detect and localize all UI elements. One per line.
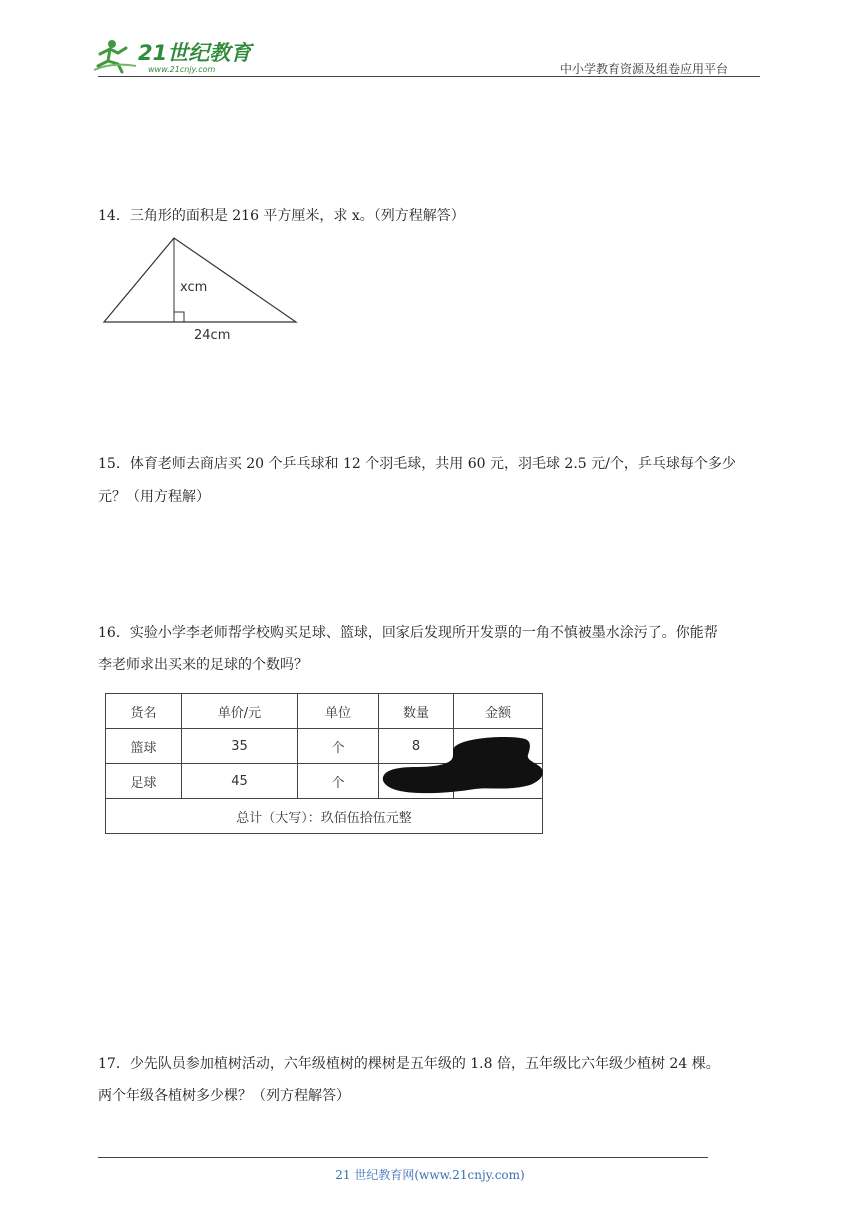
base-label: 24cm (194, 328, 231, 343)
question-16-line2: 李老师求出买来的足球的个数吗？ (98, 657, 308, 673)
header-platform-text: 中小学教育资源及组卷应用平台 (560, 62, 729, 76)
header-cell-quantity: 数量 (379, 694, 454, 729)
question-14-text: 14．三角形的面积是 216 平方厘米，求 x。（列方程解答） (98, 208, 465, 224)
invoice-total-row (106, 799, 543, 834)
site-logo (92, 36, 267, 76)
question-17-line2: 两个年级各植树多少棵？（列方程解答） (98, 1088, 350, 1104)
ink-stain (380, 735, 545, 797)
question-17-line1: 17．少先队员参加植树活动，六年级植树的棵树是五年级的 1.8 倍，五年级比六年级少植树 24 棵。 (98, 1056, 720, 1072)
header-cell-unit: 单位 (298, 694, 379, 729)
invoice-header-row (106, 694, 543, 729)
invoice-total-cell: 总计（大写）：玖佰伍拾伍元整 (106, 799, 543, 834)
logo-text: 21世纪教育 (138, 41, 252, 65)
header-cell-amount: 金额 (454, 694, 543, 729)
right-angle-mark (174, 312, 184, 322)
header-cell-name: 货名 (106, 694, 182, 729)
cell-quantity: 8 (379, 729, 454, 764)
logo-url: www.21cnjy.com (148, 65, 216, 74)
height-label: xcm (180, 280, 208, 295)
cell-price: 35 (182, 729, 298, 764)
question-15-line2: 元？（用方程解） (98, 489, 210, 505)
footer-link[interactable]: 21 世纪教育网(www.21cnjy.com) (335, 1168, 525, 1182)
footer-divider (98, 1157, 708, 1158)
header-cell-price: 单价/元 (182, 694, 298, 729)
runner-logo-icon (94, 40, 136, 72)
question-15-line1: 15．体育老师去商店买 20 个乒乓球和 12 个羽毛球，共用 60 元，羽毛球 2.5 元/个，乒乓球每个多少 (98, 456, 736, 472)
cell-item: 足球 (106, 764, 182, 799)
question-16-line1: 16．实验小学李老师帮学校购买足球、篮球，回家后发现所开发票的一角不慎被墨水涂污了。你能帮 (98, 625, 718, 641)
cell-unit: 个 (298, 729, 379, 764)
triangle-figure (100, 235, 300, 345)
cell-item: 篮球 (106, 729, 182, 764)
cell-unit: 个 (298, 764, 379, 799)
cell-price: 45 (182, 764, 298, 799)
header-divider (98, 76, 760, 77)
